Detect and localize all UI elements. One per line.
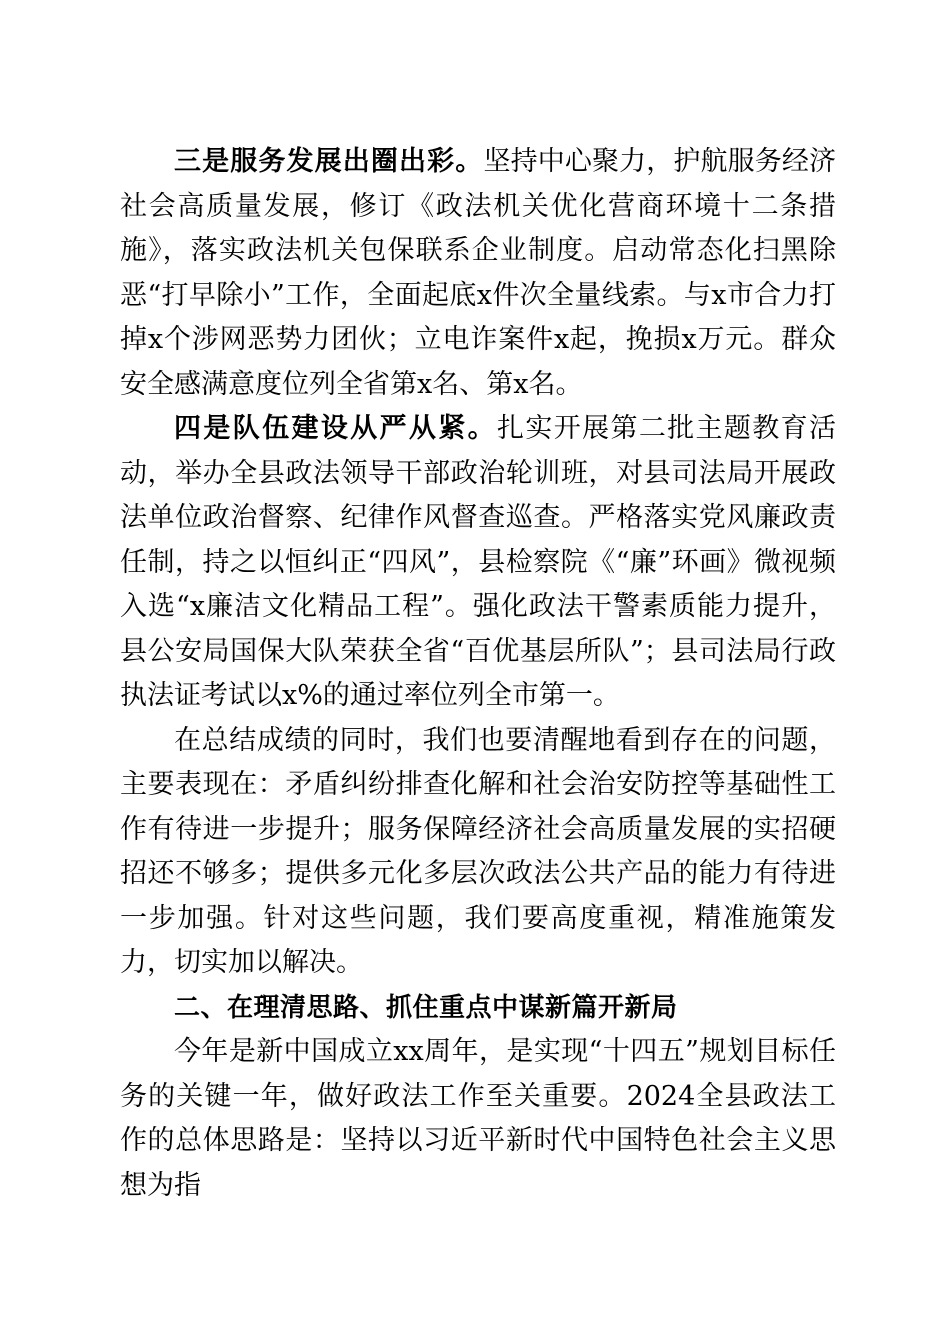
document-body [120, 140, 836, 1208]
paragraph-lead: 四是队伍建设从严从紧。 [174, 413, 497, 444]
paragraph-text: 坚持中心聚力，护航服务经济社会高质量发展，修订《政法机关优化营商环境十二条措施》，落实政法机关包保联系企业制度。启动常态化扫黑除恶“打早除小”工作，全面起底x件次全量线索。与x市合力打掉x个涉网恶势力团伙；立电诈案件x起，挽损x万元。群众安全感满意度位列全省第x名、第x名。 [120, 146, 837, 400]
paragraph-overall-approach [120, 1030, 836, 1208]
paragraph-text: 扎实开展第二批主题教育活动，举办全县政法领导干部政治轮训班，对县司法局开展政法单位政治督察、纪律作风督查巡查。严格落实党风廉政责任制，持之以恒纠正“四风”，县检察院《“廉”环画》微视频入选“x廉洁文化精品工程”。强化政法干警素质能力提升，县公安局国保大队荣获全省“百优基层所队”；县司法局行政执法证考试以x%的通过率位列全市第一。 [120, 413, 836, 711]
paragraph-problems [120, 719, 836, 986]
paragraph-service-development [120, 140, 836, 407]
paragraph-text: 今年是新中国成立xx周年，是实现“十四五”规划目标任务的关键一年，做好政法工作至关重要。2024全县政法工作的总体思路是：坚持以习近平新时代中国特色社会主义思想为指 [120, 1036, 836, 1201]
paragraph-lead: 三是服务发展出圈出彩。 [174, 146, 484, 177]
paragraph-team-building [120, 407, 836, 719]
paragraph-text: 在总结成绩的同时，我们也要清醒地看到存在的问题，主要表现在：矛盾纠纷排查化解和社会治安防控等基础性工作有待进一步提升；服务保障经济社会高质量发展的实招硬招还不够多；提供多元化多层次政法公共产品的能力有待进一步加强。针对这些问题，我们要高度重视，精准施策发力，切实加以解决。 [120, 724, 836, 978]
section-heading: 二、在理清思路、抓住重点中谋新篇开新局 [174, 992, 678, 1023]
